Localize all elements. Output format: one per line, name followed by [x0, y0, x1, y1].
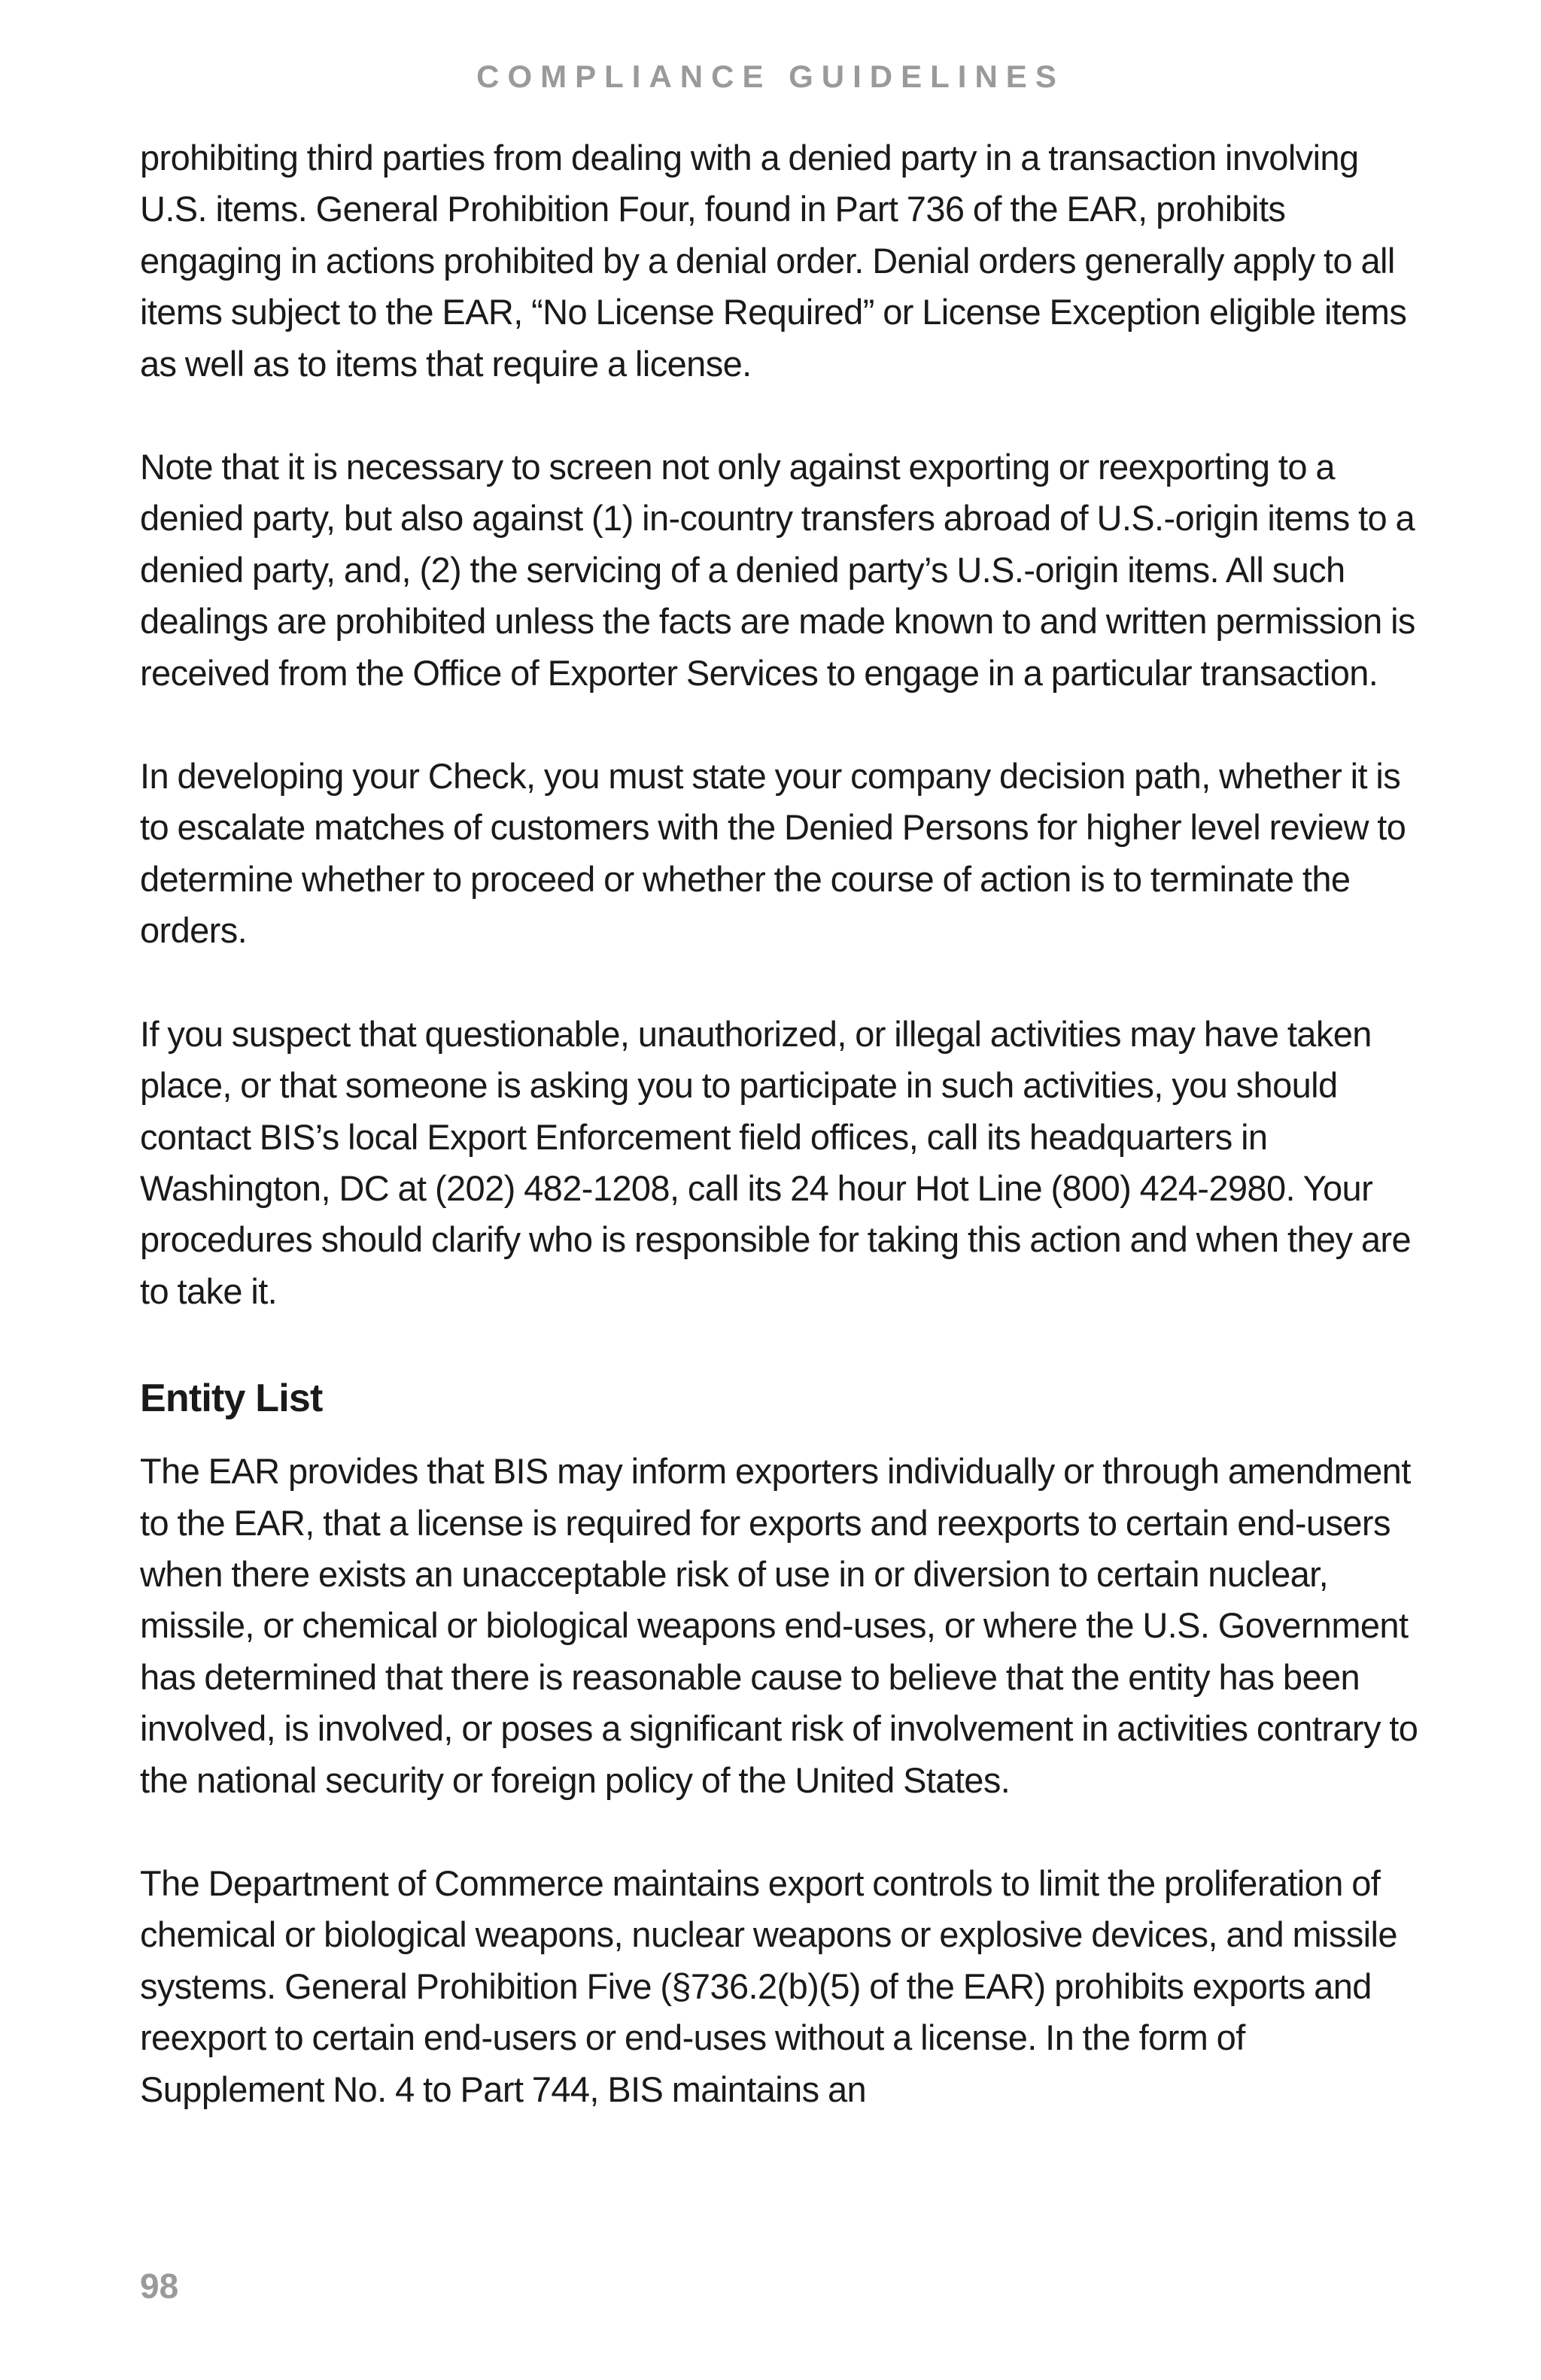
paragraph-commerce-controls: The Department of Commerce maintains export controls to limit the proliferation of chemical or biological weapons, nuclear weapons or explosive devices, and missile systems. General Prohibition Five (§736.2(b)(5) of the EAR) prohibits exports and reexport to certain end-users or end-uses without a license. In the form of Supplement No. 4 to Part 744, BIS maintains an: [140, 1862, 1397, 2109]
paragraph-suspect-activities: If you suspect that questionable, unauthorized, or illegal activities may have taken place, or that someone is asking you to participate in such activities, you should contact BIS’s local Export Enforcement field offices, call its headquarters in Washington, DC at (202) 482-1208, call its 24 hour Hot Line (800) 424-2980. Your procedures should clarify who is responsible for taking this action and when they are to take it.: [140, 1013, 1412, 1311]
paragraph-entity-list-intro: The EAR provides that BIS may inform exporters individually or through amendment to the EAR, that a license is required for exports and reexports to certain end-users when there exists an unacceptable risk of use in or diversion to certain nuclear, missile, or chemical or biological weapons end-uses, or where the U.S. Government has determined that there is reasonable cause to believe that the entity has been involved, is involved, or poses a significant risk of involvement in activities contrary to the national security or foreign policy of the United States.: [140, 1451, 1418, 1800]
paragraph-denied-parties: prohibiting third parties from dealing with a denied party in a transaction involving U.S. items. General Prohibition Four, found in Part 736 of the EAR, prohibits engaging in actions prohibited by a denial order. Denial orders generally apply to all items subject to the EAR, “No License Required” or License Exception eligible items as well as to items that require a license.: [140, 138, 1407, 384]
section-heading-entity-list: Entity List: [140, 1377, 323, 1421]
running-header: COMPLIANCE GUIDELINES: [476, 59, 1065, 94]
page-number: 98: [140, 2266, 179, 2306]
paragraph-decision-path: In developing your Check, you must state your company decision path, whether it is to escalate matches of customers with the Denied Persons for higher level review to determine whether to proceed or whether the course of action is to terminate the orders.: [140, 756, 1406, 951]
paragraph-screening-note: Note that it is necessary to screen not only against exporting or reexporting to a denied party, but also against (1) in-country transfers abroad of U.S.-origin items to a denied party, and, (2) the servicing of a denied party’s U.S.-origin items. All such dealings are prohibited unless the facts are made known to and written permission is received from the Office of Exporter Services to engage in a particular transaction.: [140, 447, 1415, 693]
page-body: [140, 132, 1419, 2115]
